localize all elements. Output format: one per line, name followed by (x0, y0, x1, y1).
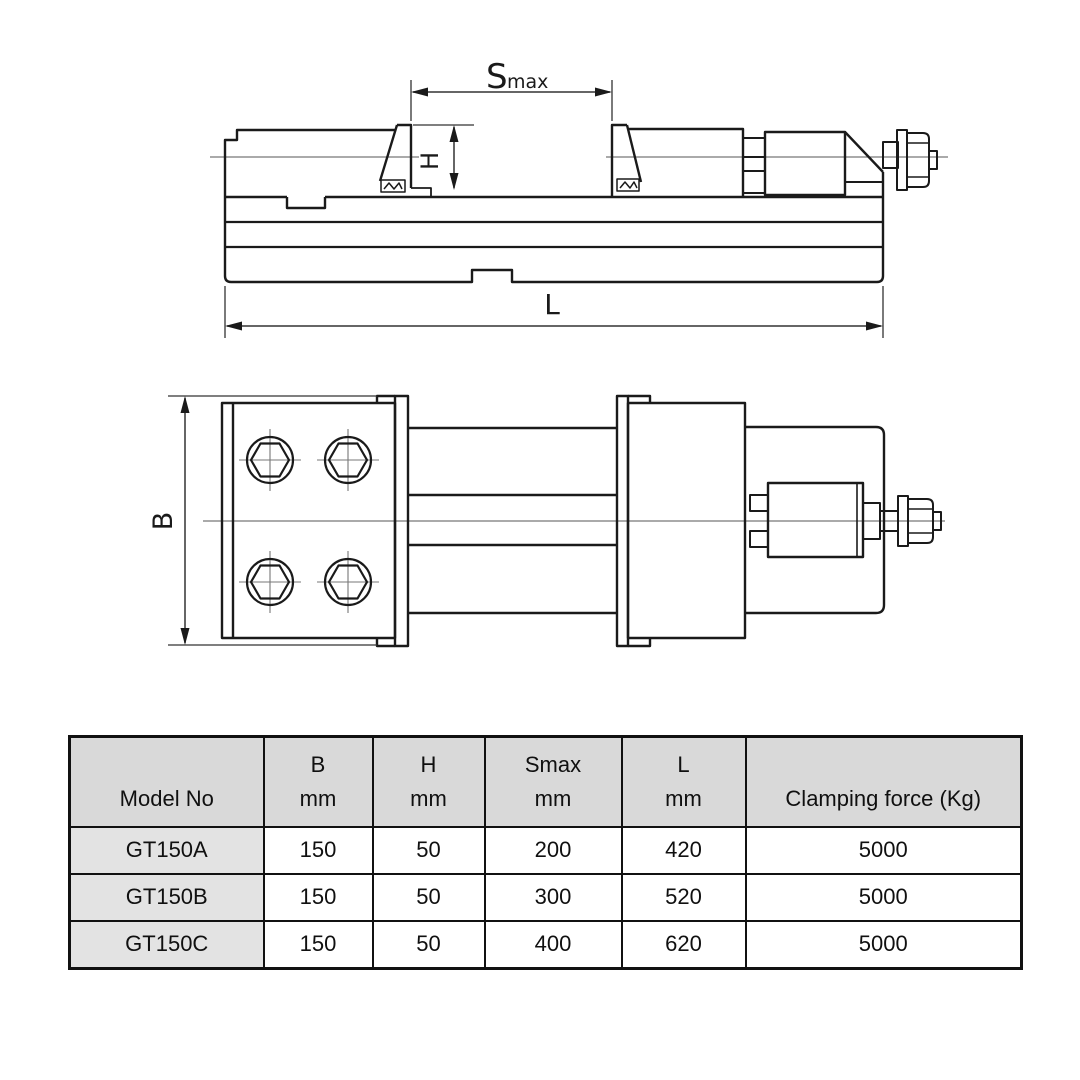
arrowhead-down (181, 628, 190, 645)
cell-smax: 200 (485, 827, 622, 874)
dim-label-h: H (416, 151, 444, 171)
cell-b: 150 (264, 874, 373, 921)
col-header-clamping-label: Clamping force (Kg) (785, 786, 982, 811)
col-header-b (264, 737, 373, 828)
arrowhead-up (450, 125, 459, 142)
arrowhead-left (411, 88, 428, 97)
spacer (747, 748, 1021, 782)
dimension-h (413, 125, 474, 190)
col-header-l-unit: mm (665, 786, 702, 811)
bolt-top-right (317, 429, 379, 491)
cell-h: 50 (373, 827, 485, 874)
bolt-top-left (239, 429, 301, 491)
cell-clamping: 5000 (746, 921, 1022, 969)
table-row-gt150c (70, 921, 1022, 969)
side-view (210, 57, 948, 338)
col-header-l-label: L (677, 752, 690, 777)
col-header-smax-label: Smax (524, 752, 582, 777)
col-header-model-label: Model No (119, 786, 214, 811)
cell-l: 620 (622, 921, 746, 969)
spacer (71, 748, 263, 782)
cell-smax: 300 (485, 874, 622, 921)
cell-b: 150 (264, 827, 373, 874)
cell-smax: 400 (485, 921, 622, 969)
arrowhead-left (225, 322, 242, 331)
vise-base (225, 172, 883, 282)
arrowhead-right (595, 88, 612, 97)
table-row-gt150b (70, 874, 1022, 921)
col-header-b-unit: mm (299, 786, 337, 811)
col-header-smax (485, 737, 622, 828)
bolt-bottom-left (239, 551, 301, 613)
dimension-l (225, 286, 883, 338)
cell-h: 50 (373, 921, 485, 969)
cell-l: 520 (622, 874, 746, 921)
plan-view (148, 396, 945, 646)
arrowhead-down (450, 173, 459, 190)
movable-jaw (612, 125, 743, 197)
col-header-h (373, 737, 485, 828)
cell-model: GT150C (70, 921, 264, 969)
jaw-serration-right (617, 179, 639, 191)
cell-b: 150 (264, 921, 373, 969)
dim-label-smax-sub: max (507, 71, 549, 93)
col-header-l (622, 737, 746, 828)
dimension-smax (411, 57, 612, 121)
col-header-h-label: H (420, 752, 437, 777)
cell-l: 420 (622, 827, 746, 874)
screw-assembly-side (743, 130, 937, 195)
dim-label-smax-main: S (486, 57, 508, 97)
arrowhead-up (181, 396, 190, 413)
table-header-row (70, 737, 1022, 828)
cell-h: 50 (373, 874, 485, 921)
bolt-bottom-right (317, 551, 379, 613)
col-header-model (70, 737, 264, 828)
col-header-clamping (746, 737, 1022, 828)
cell-clamping: 5000 (746, 827, 1022, 874)
cell-clamping: 5000 (746, 874, 1022, 921)
spec-table (68, 735, 1023, 970)
cell-model: GT150B (70, 874, 264, 921)
arrowhead-right (866, 322, 883, 331)
cell-model: GT150A (70, 827, 264, 874)
col-header-b-label: B (310, 752, 326, 777)
col-header-h-unit: mm (410, 786, 447, 811)
screw-assembly-plan (750, 483, 941, 557)
col-header-smax-unit: mm (534, 786, 572, 811)
fixed-jaw (225, 125, 431, 197)
jaw-serration-left (381, 180, 405, 192)
table-row-gt150a (70, 827, 1022, 874)
dim-label-b: B (148, 511, 179, 531)
dim-label-l: L (544, 288, 560, 321)
